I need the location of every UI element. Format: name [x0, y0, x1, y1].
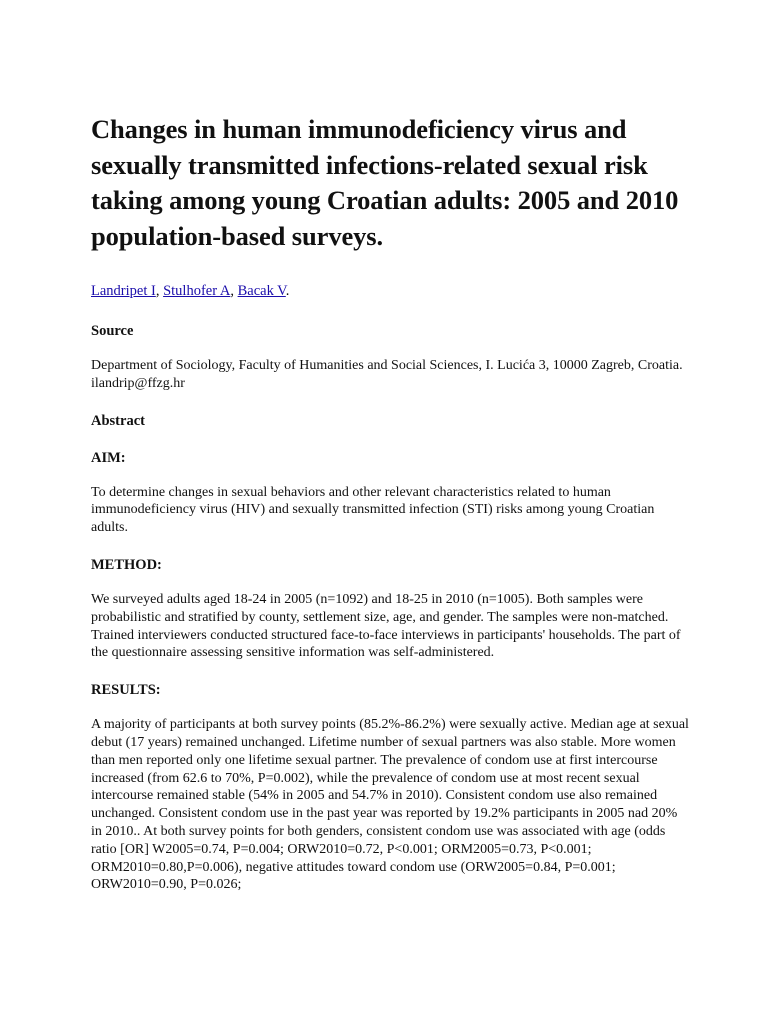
aim-text: To determine changes in sexual behaviors and other relevant characteristics related to human immunodeficiency virus (HIV) and sexually transmitted infection (STI) risks among young Croatian adults.: [91, 484, 655, 536]
author-list: [91, 282, 691, 300]
author-link-stulhofer[interactable]: Stulhofer A: [163, 283, 231, 299]
author-separator: ,: [230, 283, 238, 299]
article-title: Changes in human immunodeficiency virus and sexually transmitted infections-related sexual risk taking among young Croatian adults: 2005 and 2010 population-based surveys.: [91, 114, 679, 251]
method-heading: METHOD:: [91, 556, 162, 573]
author-link-landripet[interactable]: Landripet I: [91, 283, 156, 299]
article: [91, 112, 691, 894]
abstract-heading: Abstract: [91, 412, 145, 429]
method-text: We surveyed adults aged 18-24 in 2005 (n=1092) and 18-25 in 2010 (n=1005). Both samples were probabilistic and stratified by county, settlement size, age, and gender. The samples were non-matched. Trained interviewers conducted structured face-to-face interviews in participants' households. The part of the questionnaire assessing sensitive information was self-administered.: [91, 591, 681, 661]
source-heading: Source: [91, 323, 134, 339]
author-link-bacak[interactable]: Bacak V: [237, 283, 286, 299]
source-text: Department of Sociology, Faculty of Humanities and Social Sciences, I. Lucića 3, 10000 Zagreb, Croatia. ilandrip@ffzg.hr: [91, 358, 683, 391]
author-separator: ,: [155, 283, 164, 299]
results-text: A majority of participants at both survey points (85.2%-86.2%) were sexually active. Median age at sexual debut (17 years) remained unchanged. Lifetime number of sexual partners was also stable. More women than men reported only one lifetime sexual partner. The prevalence of condom use at first intercourse increased (from 62.6 to 70%, P=0.002), while the prevalence of condom use at most recent sexual intercourse remained stable (54% in 2005 and 54.7% in 2010). Consistent condom use also remained unchanged. Consistent condom use in the past year was reported by 19.2% participants in 2005 nad 20% in 2010.. At both survey points for both genders, consistent condom use was associated with age (odds ratio [OR] W2005=0.74, P=0.004; ORW2010=0.72, P<0.001; ORM2005=0.73, P<0.001; ORM2010=0.80,P=0.006), negative attitudes toward condom use (ORW2005=0.84, P=0.001; ORW2010=0.90, P=0.026;: [91, 717, 689, 893]
aim-heading: AIM:: [91, 449, 126, 466]
results-heading: RESULTS:: [91, 682, 161, 699]
authors-end: .: [285, 283, 290, 299]
